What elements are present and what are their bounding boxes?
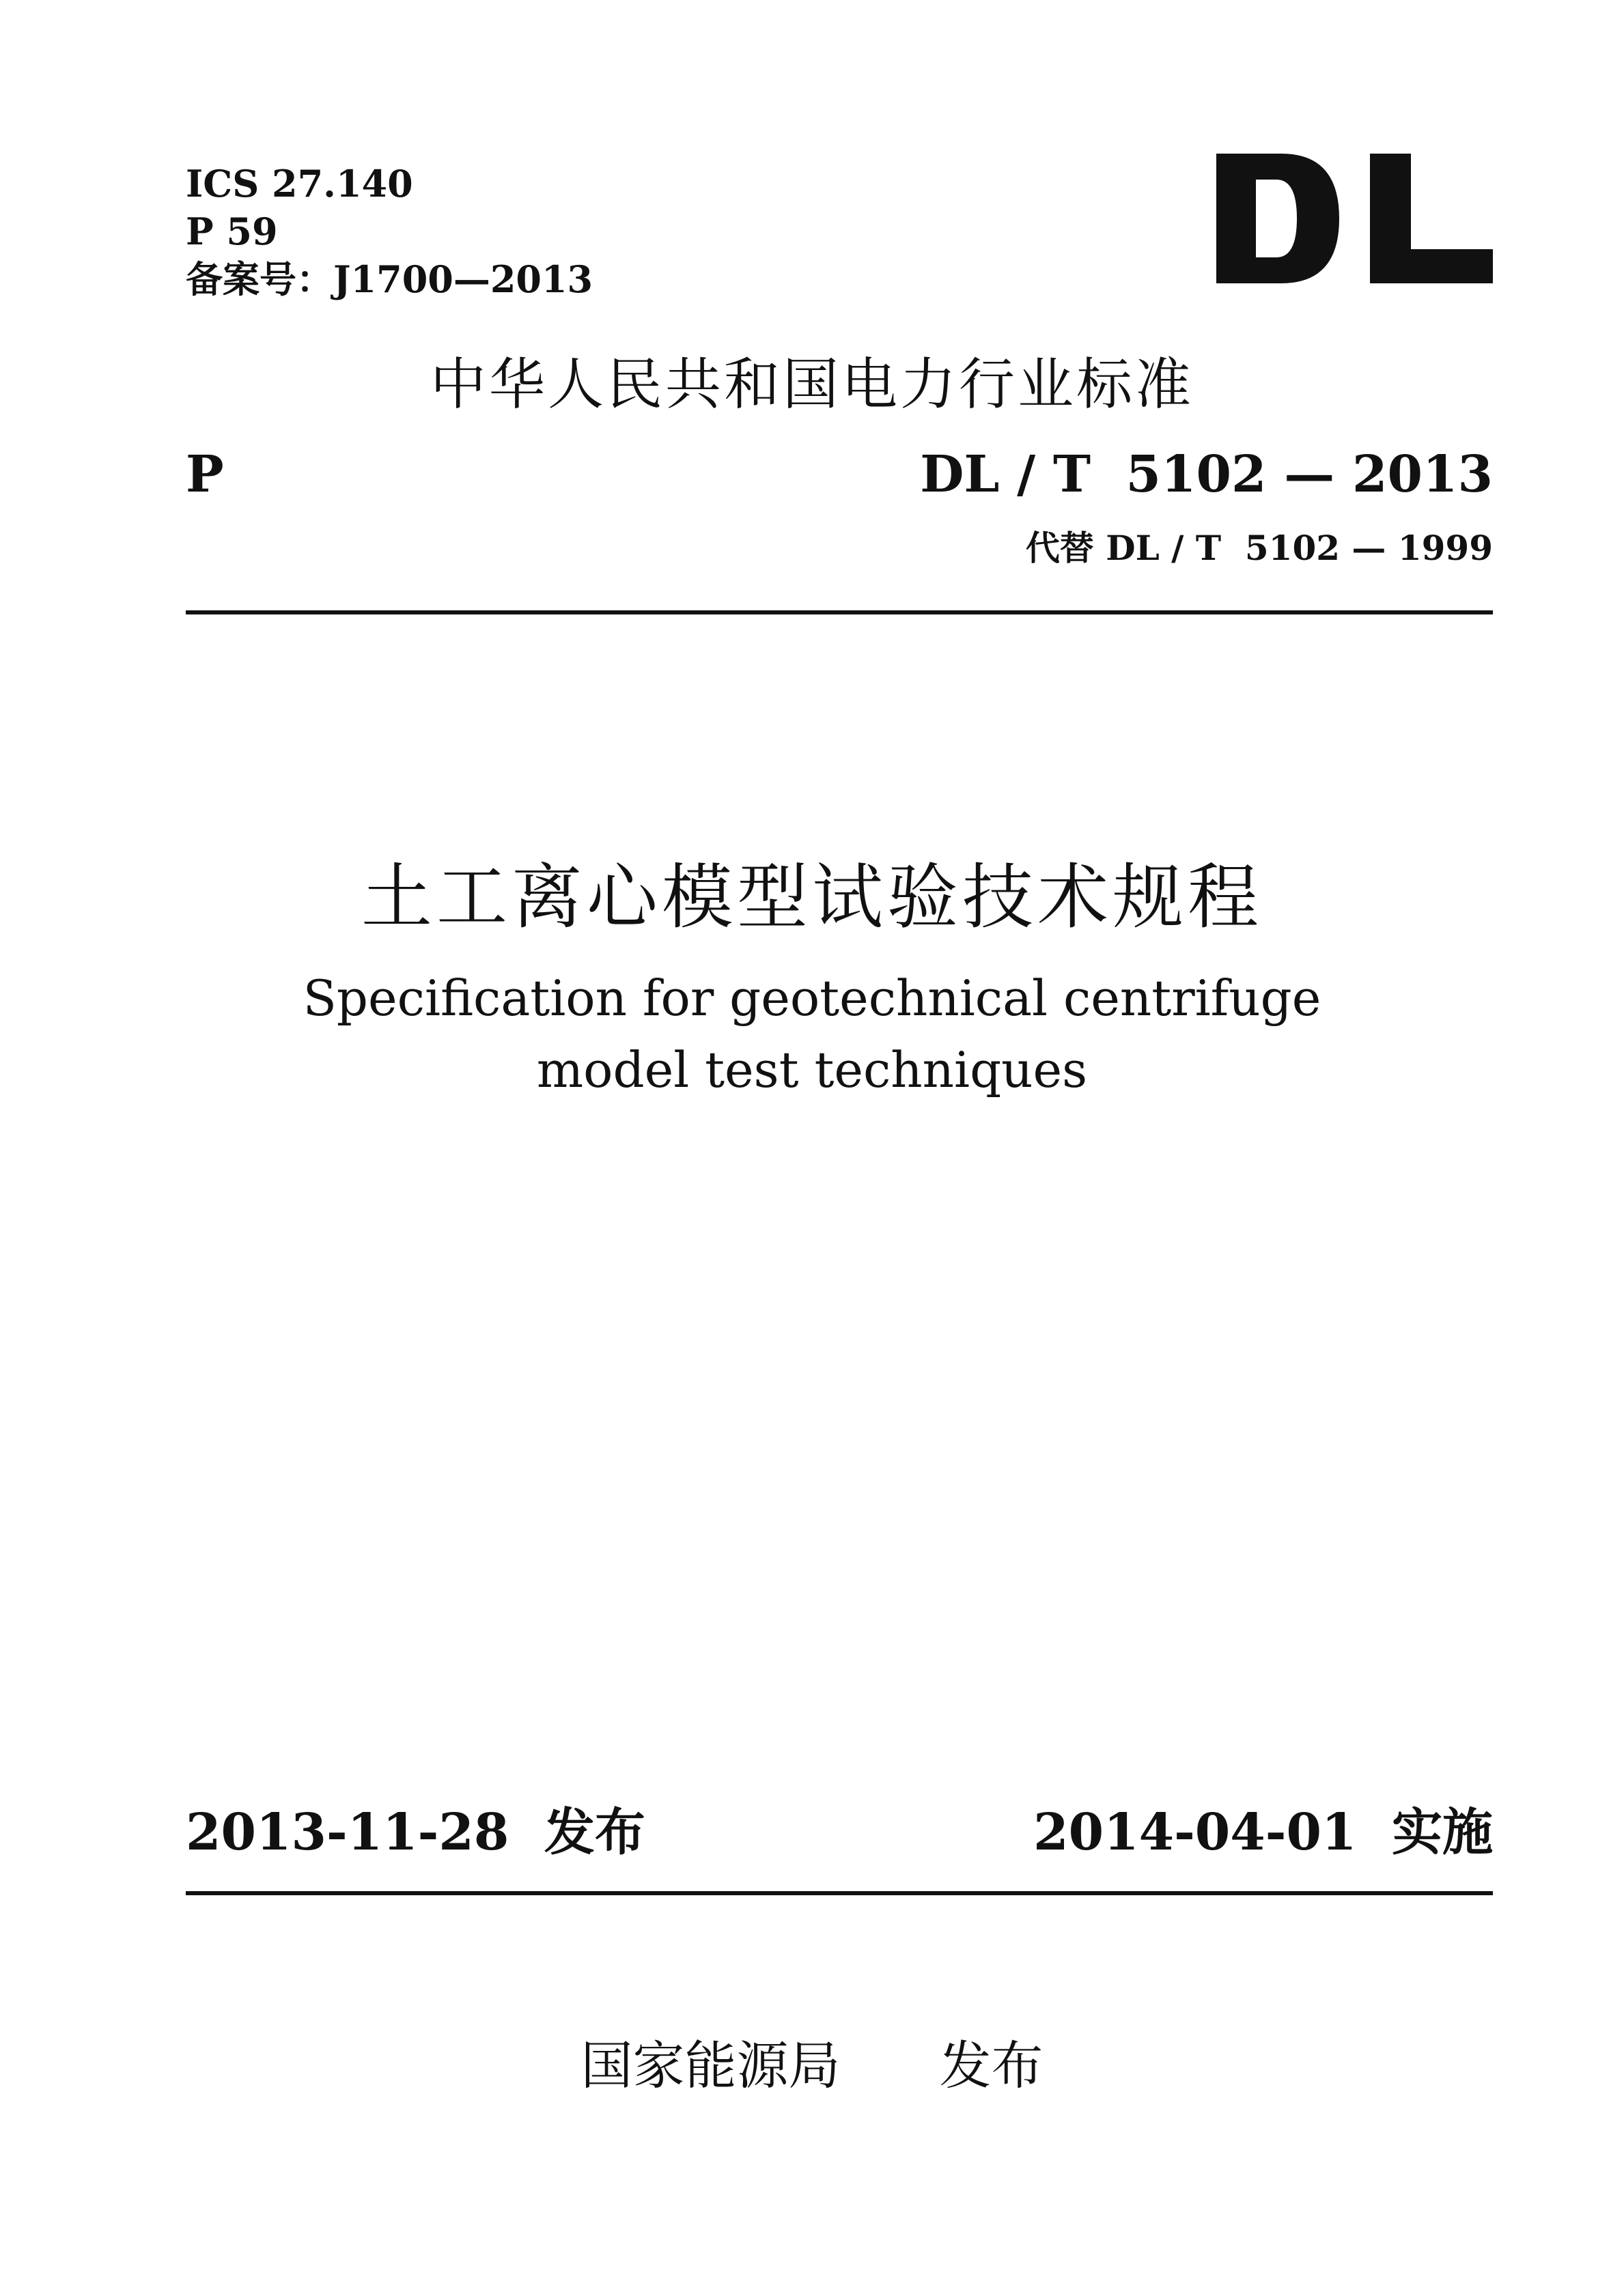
ccs-code: P 59 (186, 210, 278, 253)
industry-standard-title: 中华人民共和国电力行业标准 (430, 352, 1194, 417)
category-code: P (186, 445, 224, 504)
publisher: 国家能源局 发布 (580, 2035, 1044, 2096)
issue-date: 2013-11-28 发布 (186, 1803, 645, 1862)
bottom-divider (186, 1891, 1493, 1895)
title-english-line1: Specification for geotechnical centrifuge (303, 969, 1321, 1027)
replaces-standard: 代替 DL / T 5102 — 1999 (1025, 528, 1493, 568)
title-chinese: 土工离心模型试验技术规程 (361, 855, 1263, 939)
top-divider (186, 610, 1493, 614)
record-number: 备案号：J1700—2013 (186, 257, 593, 301)
ics-code: ICS 27.140 (186, 162, 413, 205)
dl-logo (1216, 154, 1493, 283)
title-english-line2: model test techniques (536, 1041, 1088, 1099)
standard-number: DL / T 5102 — 2013 (920, 445, 1493, 504)
implementation-date: 2014-04-01 实施 (1033, 1803, 1493, 1862)
